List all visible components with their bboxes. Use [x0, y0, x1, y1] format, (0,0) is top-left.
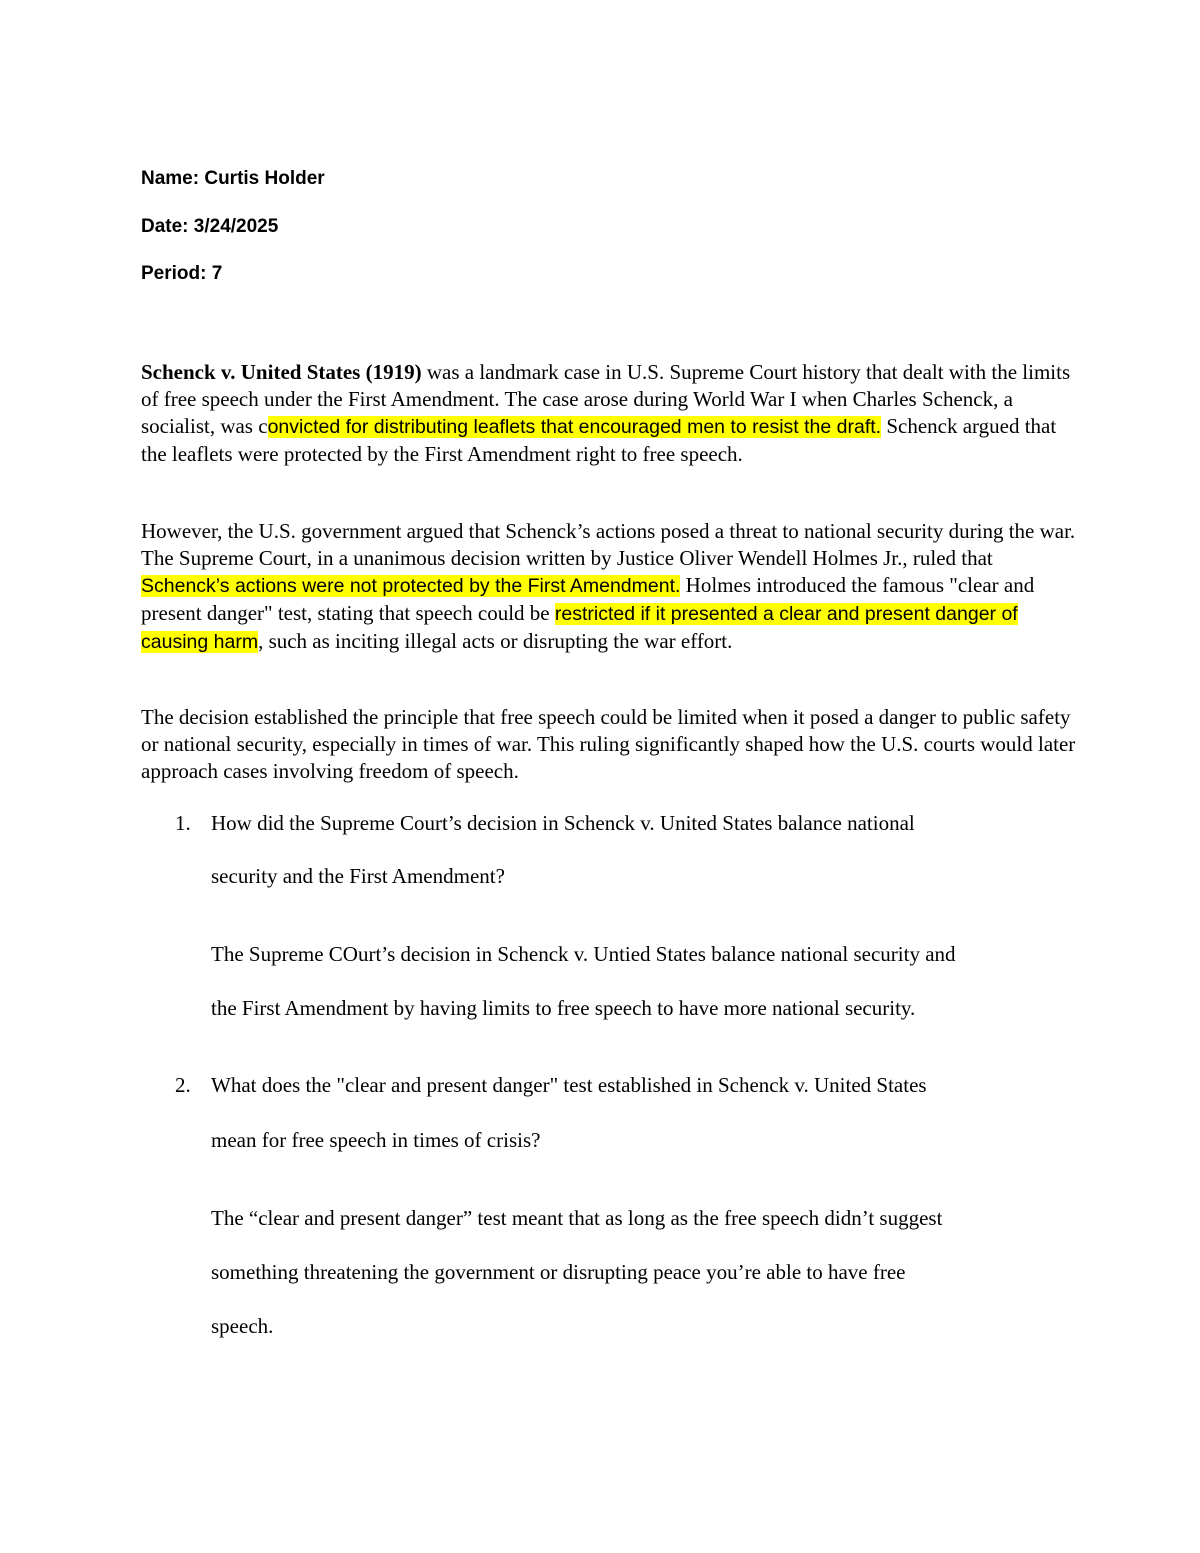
question-text: What does the "clear and present danger" test established in Schenck v. United States [211, 1073, 927, 1097]
question-text: How did the Supreme Court’s decision in Schenck v. United States balance national [211, 811, 915, 835]
paragraph-text: , such as inciting illegal acts or disrupting the war effort. [258, 629, 733, 653]
question-number: 1. [175, 811, 191, 835]
answer-text: speech. [211, 1314, 274, 1338]
answer-text: the First Amendment by having limits to free speech to have more national security. [211, 996, 916, 1020]
highlighted-text: Schenck’s actions were not protected by the First Amendment. [141, 575, 681, 597]
class-period: Period: 7 [141, 263, 223, 284]
paragraph-text: Holmes introduced the famous "clear and present danger" test, stating that speech could be [141, 573, 1035, 625]
paragraph-text: was a landmark case in U.S. Supreme Court history that dealt with the limits of free speech under the First Amendment. The case arose during World War I when Charles Schenck, a socialist, was c [141, 360, 1071, 438]
assignment-date: Date: 3/24/2025 [141, 216, 279, 237]
intro-paragraph [141, 359, 1081, 468]
answer-text: The “clear and present danger” test meant that as long as the free speech didn’t suggest [211, 1206, 943, 1230]
student-name: Name: Curtis Holder [141, 168, 325, 189]
highlighted-text: onvicted for distributing leaflets that encouraged men to resist the draft. [267, 416, 882, 438]
answer-text: The Supreme COurt’s decision in Schenck v. Untied States balance national security and [211, 942, 956, 966]
case-title: Schenck v. United States (1919) [141, 360, 422, 384]
answer-text: something threatening the government or disrupting peace you’re able to have free [211, 1260, 906, 1284]
highlighted-text: restricted if it presented a clear and present danger of causing harm [141, 603, 1018, 653]
question-number: 2. [175, 1073, 191, 1097]
ruling-paragraph [141, 518, 1081, 656]
paragraph-text: Schenck argued that the leaflets were protected by the First Amendment right to free speech. [141, 414, 1057, 466]
paragraph-text: However, the U.S. government argued that Schenck’s actions posed a threat to national security during the war. The Supreme Court, in a unanimous decision written by Justice Oliver Wendell Holmes Jr., ruled that [141, 519, 1076, 570]
question-text: security and the First Amendment? [211, 864, 505, 888]
conclusion-paragraph: The decision established the principle that free speech could be limited when it posed a danger to public safety or national security, especially in times of war. This ruling significantly shaped how the U.S. courts would later approach cases involving freedom of speech. [141, 705, 1076, 783]
question-text: mean for free speech in times of crisis? [211, 1128, 541, 1152]
